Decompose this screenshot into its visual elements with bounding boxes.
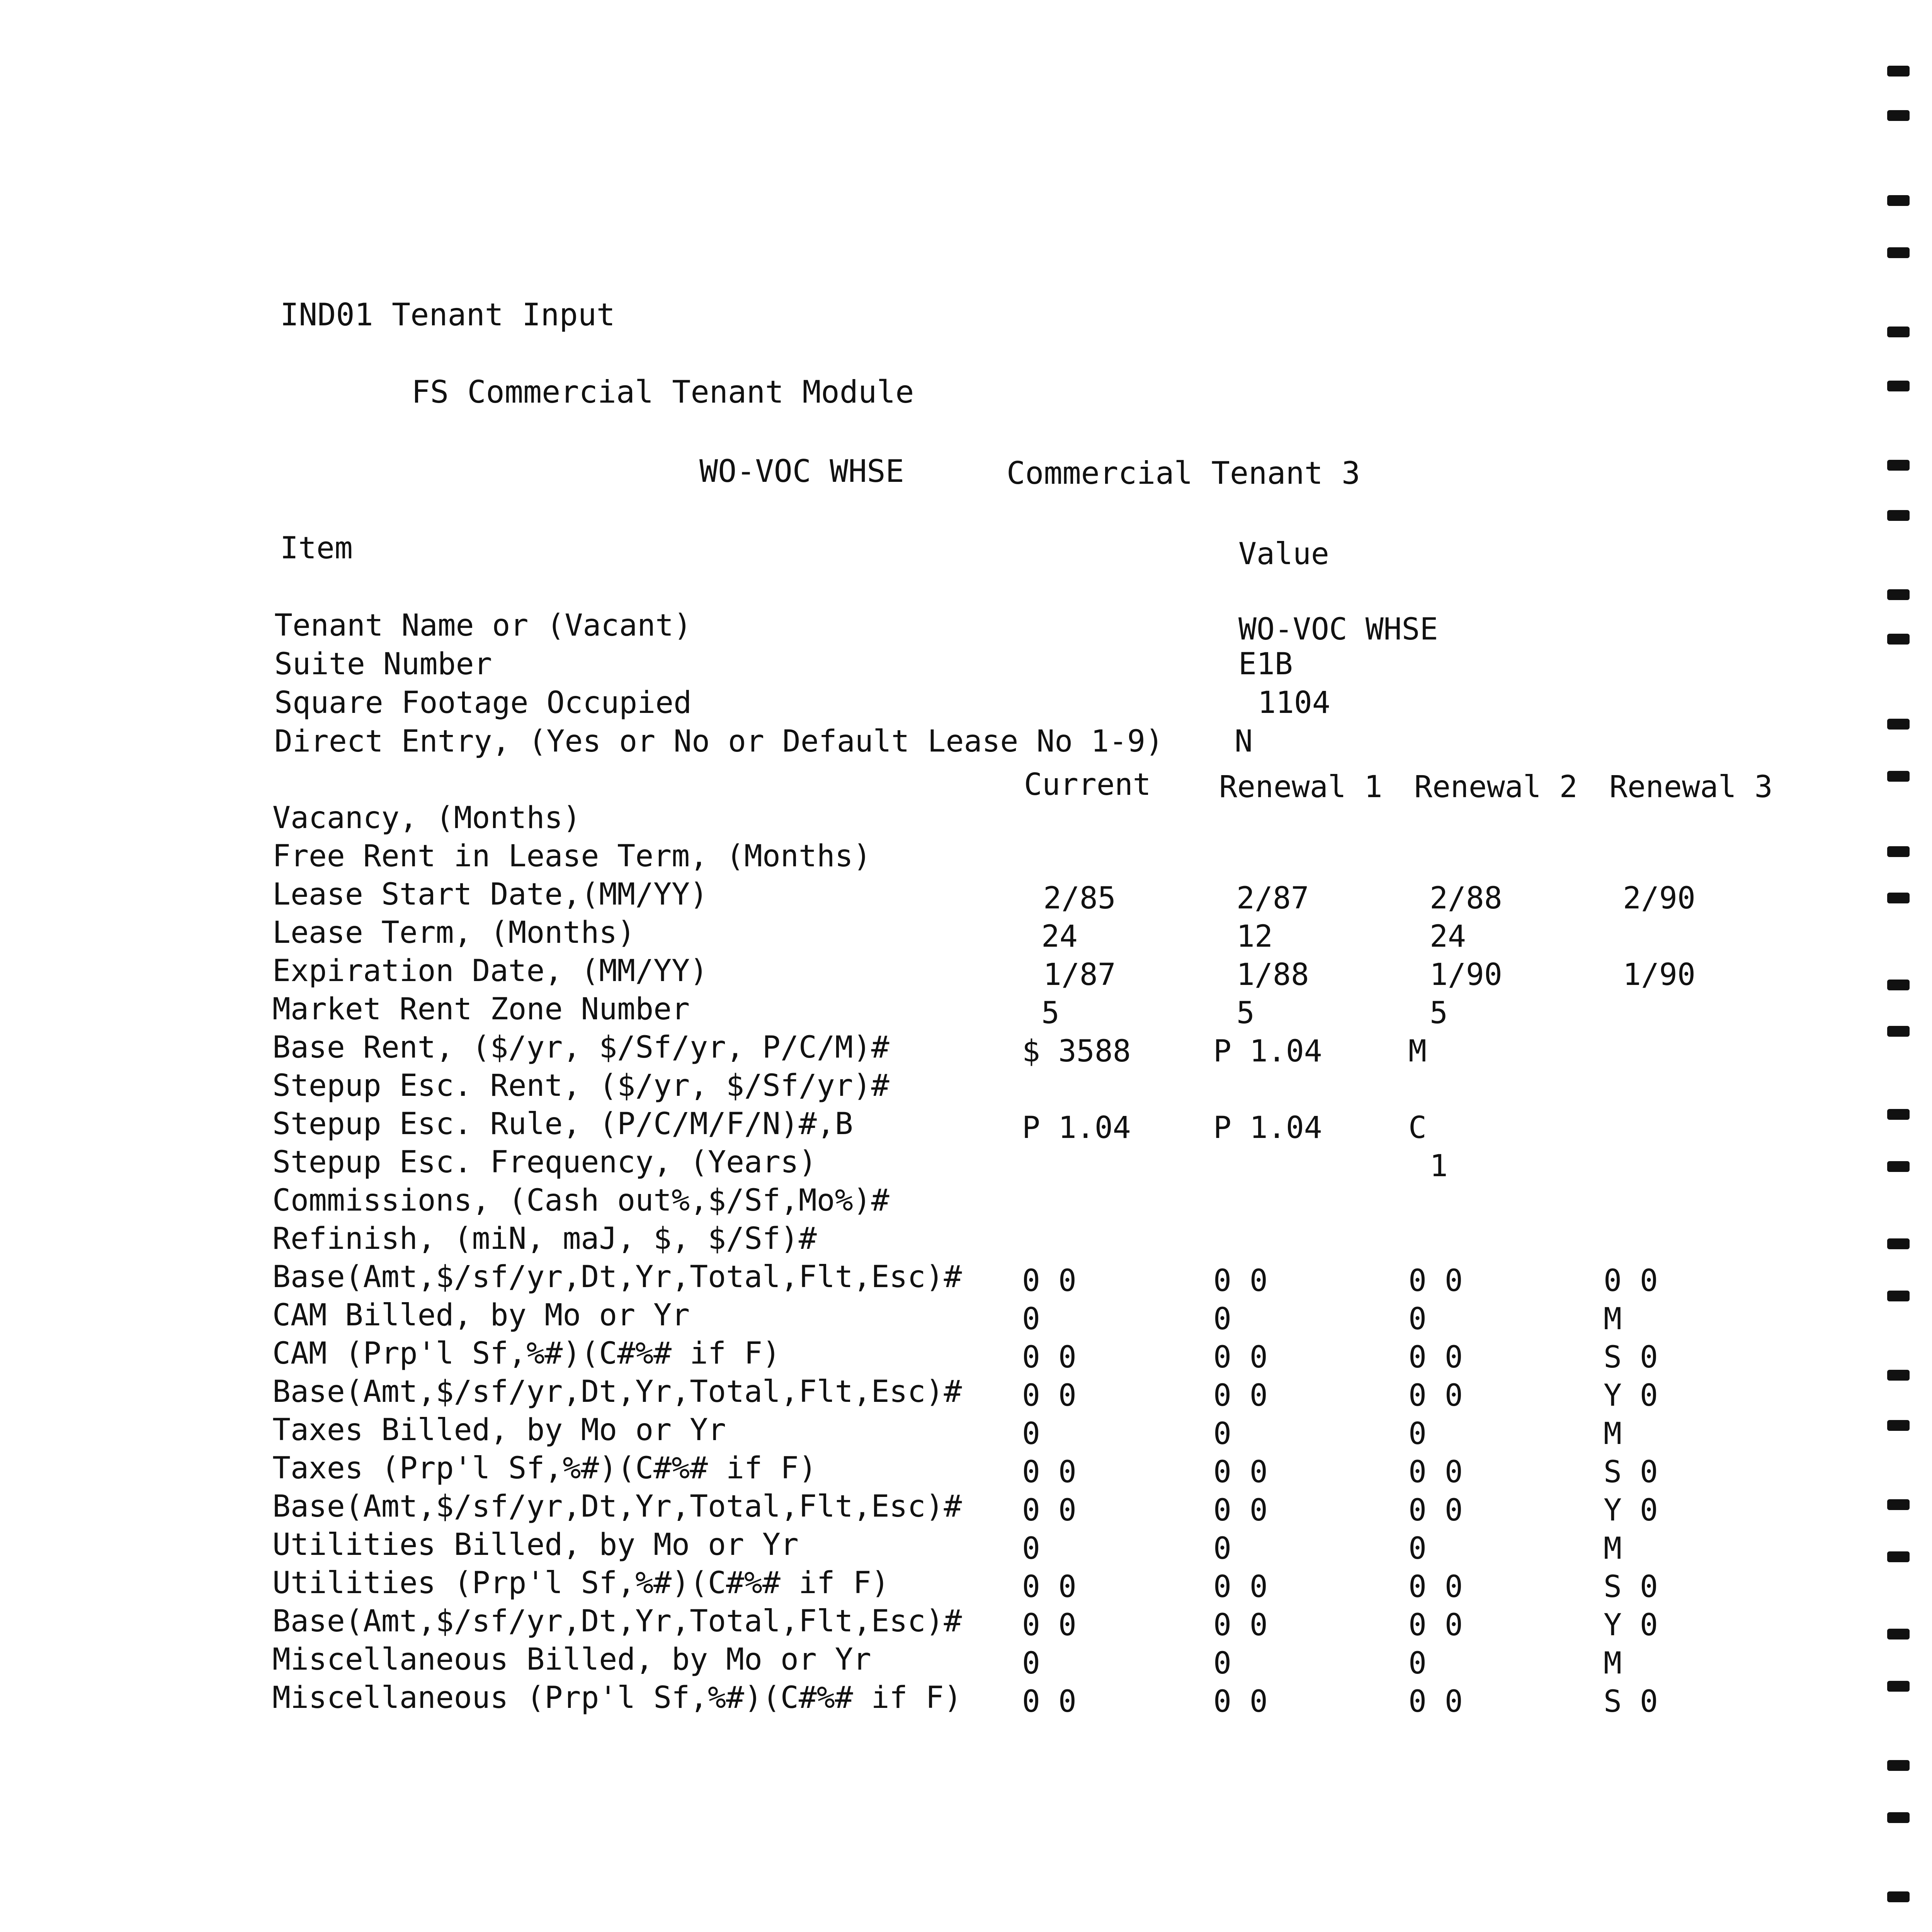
lease-cell-current: P 1.04 <box>1022 1111 1131 1145</box>
binding-hole <box>1887 1499 1910 1510</box>
lease-cell-r1: 0 0 <box>1213 1340 1268 1375</box>
value-column-header: Value <box>1238 537 1329 571</box>
lease-cell-r3: Y 0 <box>1604 1493 1658 1528</box>
binding-hole <box>1887 460 1910 471</box>
binding-hole <box>1887 1420 1910 1431</box>
binding-hole <box>1887 381 1910 391</box>
lease-cell-r1: 2/87 <box>1236 881 1309 916</box>
lease-cell-r3: S 0 <box>1604 1455 1658 1490</box>
lease-row-label: Lease Start Date,(MM/YY) <box>272 877 708 912</box>
lease-cell-r1: P 1.04 <box>1213 1111 1322 1145</box>
lease-cell-r2: 0 0 <box>1408 1608 1463 1643</box>
lease-row-label: CAM (Prp'l Sf,%#)(C#%# if F) <box>272 1336 781 1371</box>
lease-cell-r2: 0 0 <box>1408 1493 1463 1528</box>
lease-cell-r1: 0 0 <box>1213 1684 1268 1719</box>
lease-cell-r1: 0 0 <box>1213 1455 1268 1490</box>
lease-row-label: Vacancy, (Months) <box>272 801 581 835</box>
lease-row-label: Base(Amt,$/sf/yr,Dt,Yr,Total,Flt,Esc)# <box>272 1604 962 1639</box>
lease-cell-r1: 0 <box>1213 1531 1231 1566</box>
binding-hole <box>1887 66 1910 77</box>
lease-cell-r3: S 0 <box>1604 1684 1658 1719</box>
lease-cell-r1: 12 <box>1236 919 1273 954</box>
renewal3-column-header: Renewal 3 <box>1609 770 1773 804</box>
lease-row-label: Commissions, (Cash out%,$/Sf,Mo%)# <box>272 1183 889 1218</box>
lease-cell-current: 0 <box>1022 1646 1040 1681</box>
lease-cell-r3: M <box>1604 1531 1622 1566</box>
lease-cell-current: $ 3588 <box>1022 1034 1131 1069</box>
lease-cell-r2: 1 <box>1430 1149 1448 1184</box>
info-row-label: Suite Number <box>274 647 492 682</box>
lease-cell-current: 0 0 <box>1022 1570 1077 1604</box>
lease-cell-current: 0 0 <box>1022 1684 1077 1719</box>
binding-hole <box>1887 1760 1910 1771</box>
info-row-value: WO-VOC WHSE <box>1238 612 1438 647</box>
lease-row-label: Expiration Date, (MM/YY) <box>272 954 708 988</box>
lease-cell-r2: 1/90 <box>1430 957 1502 992</box>
lease-row-label: Base(Amt,$/sf/yr,Dt,Yr,Total,Flt,Esc)# <box>272 1374 962 1409</box>
info-row-value: E1B <box>1238 647 1293 682</box>
info-row-value: N <box>1235 724 1253 759</box>
info-row-label: Square Footage Occupied <box>274 685 692 720</box>
binding-hole <box>1887 1551 1910 1562</box>
lease-row-label: Stepup Esc. Frequency, (Years) <box>272 1145 817 1180</box>
lease-cell-r3: M <box>1604 1646 1622 1681</box>
binding-hole <box>1887 1629 1910 1639</box>
lease-cell-r3: 1/90 <box>1623 957 1696 992</box>
lease-row-label: Stepup Esc. Rent, ($/yr, $/Sf/yr)# <box>272 1068 889 1103</box>
binding-hole <box>1887 1370 1910 1381</box>
lease-cell-r1: 0 0 <box>1213 1570 1268 1604</box>
lease-row-label: Miscellaneous Billed, by Mo or Yr <box>272 1642 871 1677</box>
binding-hole <box>1887 327 1910 337</box>
binding-hole <box>1887 1812 1910 1823</box>
lease-row-label: Stepup Esc. Rule, (P/C/M/F/N)#,B <box>272 1107 853 1141</box>
lease-cell-r2: 0 0 <box>1408 1378 1463 1413</box>
lease-cell-r2: 0 <box>1408 1531 1427 1566</box>
lease-row-label: CAM Billed, by Mo or Yr <box>272 1298 690 1333</box>
lease-row-label: Taxes (Prp'l Sf,%#)(C#%# if F) <box>272 1451 817 1486</box>
lease-cell-current: 0 <box>1022 1417 1040 1451</box>
binding-hole <box>1887 195 1910 206</box>
lease-cell-r2: 0 <box>1408 1417 1427 1451</box>
lease-cell-r2: 0 0 <box>1408 1684 1463 1719</box>
lease-cell-current: 0 <box>1022 1531 1040 1566</box>
binding-hole <box>1887 1161 1910 1172</box>
lease-cell-r1: 0 <box>1213 1646 1231 1681</box>
lease-row-label: Market Rent Zone Number <box>272 992 690 1027</box>
lease-row-label: Utilities Billed, by Mo or Yr <box>272 1527 799 1562</box>
info-row-label: Tenant Name or (Vacant) <box>274 608 692 643</box>
binding-hole <box>1887 846 1910 857</box>
lease-cell-r2: 5 <box>1430 996 1448 1031</box>
lease-cell-r1: 0 0 <box>1213 1493 1268 1528</box>
lease-cell-r3: Y 0 <box>1604 1608 1658 1643</box>
lease-cell-r2: 0 0 <box>1408 1340 1463 1375</box>
binding-hole <box>1887 1681 1910 1692</box>
binding-hole <box>1887 110 1910 121</box>
lease-cell-r3: 2/90 <box>1623 881 1696 916</box>
lease-cell-r1: 5 <box>1236 996 1255 1031</box>
lease-cell-r1: 0 <box>1213 1417 1231 1451</box>
lease-cell-current: 2/85 <box>1043 881 1116 916</box>
renewal2-column-header: Renewal 2 <box>1414 770 1578 804</box>
item-column-header: Item <box>280 531 353 566</box>
lease-cell-r1: 0 0 <box>1213 1264 1268 1298</box>
binding-hole <box>1887 1891 1910 1902</box>
lease-cell-r1: 0 0 <box>1213 1378 1268 1413</box>
lease-cell-current: 1/87 <box>1043 957 1116 992</box>
lease-cell-current: 0 0 <box>1022 1264 1077 1298</box>
lease-cell-r3: 0 0 <box>1604 1264 1658 1298</box>
binding-hole <box>1887 1291 1910 1301</box>
binding-hole <box>1887 980 1910 990</box>
lease-cell-current: 0 0 <box>1022 1340 1077 1375</box>
lease-cell-r2: 0 0 <box>1408 1264 1463 1298</box>
lease-cell-r2: M <box>1408 1034 1427 1069</box>
lease-cell-r2: 0 <box>1408 1302 1427 1337</box>
lease-row-label: Refinish, (miN, maJ, $, $/Sf)# <box>272 1221 817 1256</box>
binding-hole <box>1887 510 1910 521</box>
binding-hole <box>1887 893 1910 903</box>
lease-cell-current: 5 <box>1041 996 1060 1031</box>
lease-cell-r3: Y 0 <box>1604 1378 1658 1413</box>
lease-cell-r2: 0 0 <box>1408 1455 1463 1490</box>
binding-hole <box>1887 771 1910 782</box>
binding-hole <box>1887 589 1910 600</box>
lease-cell-r1: 0 0 <box>1213 1608 1268 1643</box>
report-title: IND01 Tenant Input <box>280 297 615 333</box>
lease-cell-r3: S 0 <box>1604 1340 1658 1375</box>
lease-cell-r2: 2/88 <box>1430 881 1502 916</box>
lease-row-label: Lease Term, (Months) <box>272 915 636 950</box>
info-row-label: Direct Entry, (Yes or No or Default Lease No 1-9) <box>274 724 1164 759</box>
lease-cell-r2: 24 <box>1430 919 1466 954</box>
binding-hole <box>1887 719 1910 730</box>
lease-cell-r2: 0 <box>1408 1646 1427 1681</box>
lease-row-label: Utilities (Prp'l Sf,%#)(C#%# if F) <box>272 1566 889 1600</box>
lease-row-label: Free Rent in Lease Term, (Months) <box>272 839 871 874</box>
lease-cell-current: 24 <box>1041 919 1078 954</box>
lease-row-label: Base(Amt,$/sf/yr,Dt,Yr,Total,Flt,Esc)# <box>272 1260 962 1294</box>
lease-cell-r2: 0 0 <box>1408 1570 1463 1604</box>
binding-hole <box>1887 247 1910 258</box>
binding-hole <box>1887 634 1910 645</box>
lease-cell-current: 0 0 <box>1022 1608 1077 1643</box>
lease-cell-r1: 0 <box>1213 1302 1231 1337</box>
lease-cell-r3: S 0 <box>1604 1570 1658 1604</box>
lease-cell-current: 0 0 <box>1022 1378 1077 1413</box>
lease-cell-current: 0 0 <box>1022 1493 1077 1528</box>
module-title: FS Commercial Tenant Module <box>412 374 914 410</box>
lease-cell-r3: M <box>1604 1417 1622 1451</box>
lease-cell-current: 0 0 <box>1022 1455 1077 1490</box>
tenant-number-header: Commercial Tenant 3 <box>1007 455 1361 491</box>
lease-cell-r3: M <box>1604 1302 1622 1337</box>
current-column-header: Current <box>1024 767 1151 802</box>
lease-row-label: Taxes Billed, by Mo or Yr <box>272 1413 726 1447</box>
binding-hole <box>1887 1109 1910 1120</box>
info-row-value: 1104 <box>1258 685 1330 720</box>
lease-row-label: Base(Amt,$/sf/yr,Dt,Yr,Total,Flt,Esc)# <box>272 1489 962 1524</box>
binding-hole <box>1887 1238 1910 1249</box>
binding-hole <box>1887 1026 1910 1037</box>
lease-cell-r1: P 1.04 <box>1213 1034 1322 1069</box>
tenant-name-header: WO-VOC WHSE <box>699 453 904 489</box>
lease-cell-r2: C <box>1408 1111 1427 1145</box>
lease-row-label: Base Rent, ($/yr, $/Sf/yr, P/C/M)# <box>272 1030 889 1065</box>
lease-cell-r1: 1/88 <box>1236 957 1309 992</box>
lease-row-label: Miscellaneous (Prp'l Sf,%#)(C#%# if F) <box>272 1680 962 1715</box>
lease-cell-current: 0 <box>1022 1302 1040 1337</box>
renewal1-column-header: Renewal 1 <box>1219 770 1383 804</box>
